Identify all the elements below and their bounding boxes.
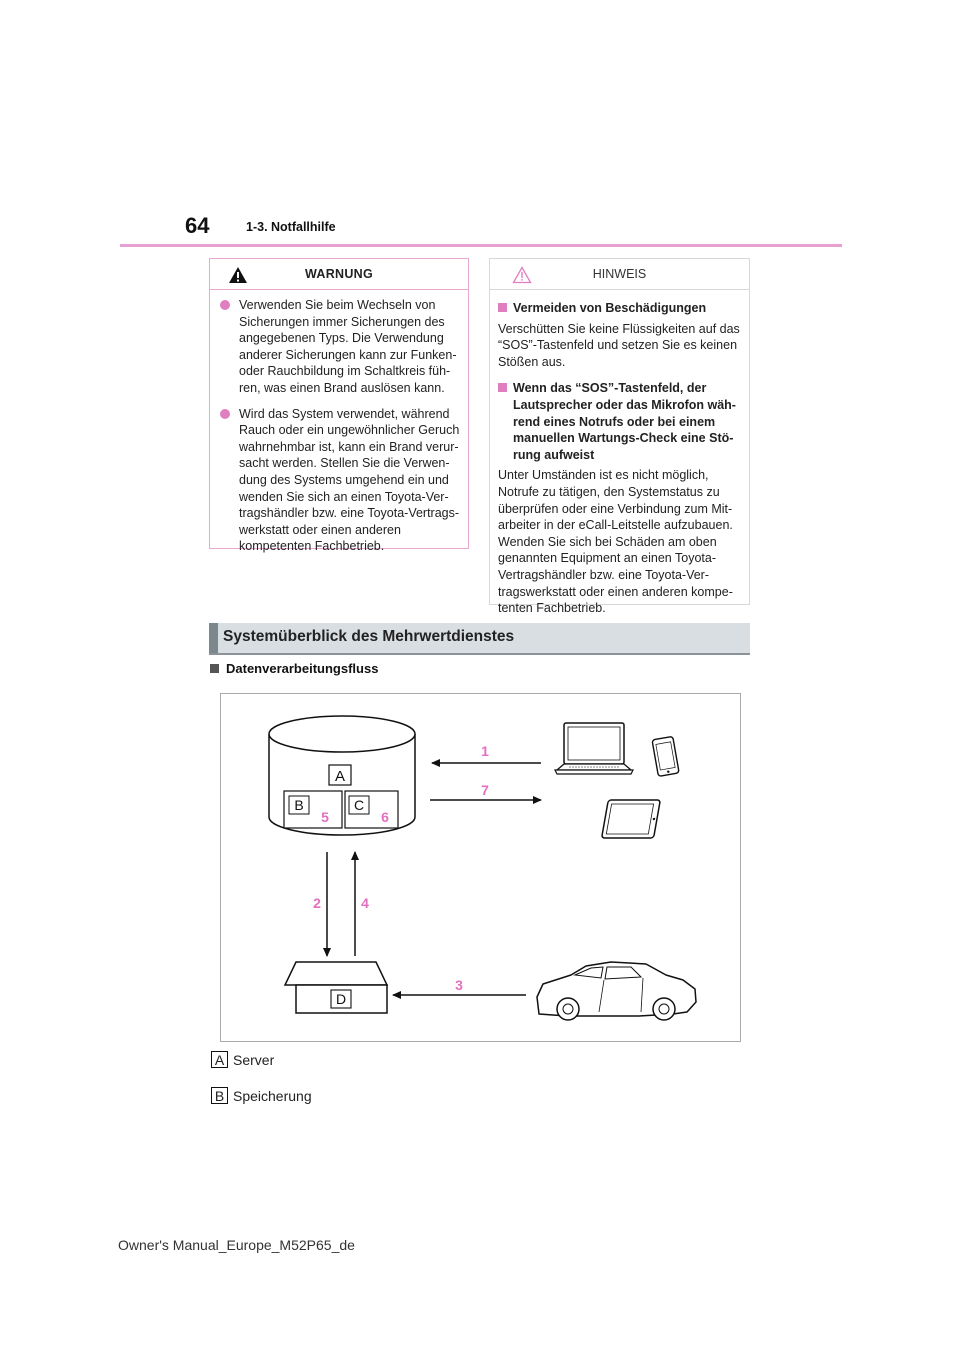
- section-subheading: [209, 623, 750, 655]
- note-subheading: Wenn das “SOS”-Tastenfeld, der Lautsprecher oder das Mikrofon wäh- rend eines Notrufs oder bei einem manuellen Wartungs-Check eine Stö- rung aufweist: [498, 380, 741, 463]
- step-6: 6: [381, 809, 389, 825]
- legend-label: Server: [233, 1051, 275, 1068]
- warning-text: Wird das System verwendet, während Rauch oder ein ungewöhnlicher Geruch wahrnehmbar ist, kann ein Brand verur- sacht werden. Stellen Sie die Verwen- dung des Systems umgehend ein und wenden Sie sich an einen Toyota-Ver- tragshändler bzw. eine Toyota-Vertrags- werkstatt oder einen anderen kompetenten Fachbetrieb.: [239, 406, 460, 554]
- square-bullet-icon: [498, 303, 507, 312]
- legend-item: [211, 1051, 274, 1068]
- label-c: C: [353, 797, 365, 813]
- subheading-text: Systemüberblick des Mehrwertdienstes: [223, 628, 515, 645]
- smartphone-icon: [652, 736, 679, 776]
- note-text: Verschütten Sie keine Flüssigkeiten auf das “SOS”-Tastenfeld und setzen Sie es keinen Stößen aus.: [498, 321, 740, 369]
- label-a: A: [334, 768, 346, 785]
- step-5: 5: [321, 809, 329, 825]
- section-title: 1-3. Notfallhilfe: [246, 220, 336, 234]
- square-bullet-icon: [498, 383, 507, 392]
- label-b: B: [294, 797, 304, 813]
- subheading-accent: [209, 623, 218, 653]
- step-4: 4: [361, 895, 369, 911]
- step-3: 3: [455, 977, 463, 993]
- warning-header: [210, 259, 468, 290]
- label-d: D: [335, 991, 347, 1007]
- laptop-icon: [555, 723, 633, 774]
- caution-triangle-icon: [512, 266, 532, 284]
- note-text: Unter Umständen ist es nicht möglich, Notrufe zu tätigen, den Systemstatus zu überprüfen oder eine Verbindung zum Mit- arbeiter in der eCall-Leitstelle aufzubauen. Wenden Sie sich bei Schäden am oben genannten Equipment an einen Toyota- Vertragshändler bzw. eine Toyota-Ver- tragswerkstatt oder einen anderen kompe- tenten Fachbetrieb.: [498, 468, 733, 616]
- note-header: [490, 259, 749, 290]
- step-2: 2: [313, 895, 321, 911]
- warning-box: [209, 258, 469, 554]
- page-number: 64: [185, 213, 210, 238]
- note-title: HINWEIS: [592, 267, 647, 281]
- warning-title: WARNUNG: [304, 267, 374, 281]
- header-rule: [120, 244, 842, 247]
- diagram-canvas: [221, 694, 740, 1041]
- data-flow-diagram: [220, 693, 741, 1042]
- legend-item: [211, 1087, 312, 1104]
- warning-item: [218, 406, 460, 555]
- legend-key: A: [211, 1051, 228, 1068]
- tablet-icon: [602, 800, 661, 838]
- footer-text: Owner's Manual_Europe_M52P65_de: [118, 1237, 355, 1253]
- square-bullet-icon: [210, 664, 219, 673]
- bullet-icon: [220, 409, 230, 419]
- step-7: 7: [481, 782, 489, 798]
- flow-heading: Datenverarbeitungsfluss: [210, 661, 378, 676]
- car-icon: [537, 962, 696, 1020]
- legend-label: Speicherung: [233, 1087, 312, 1104]
- note-box: [489, 258, 750, 616]
- note-subheading: Vermeiden von Beschädigungen: [498, 300, 741, 317]
- legend-key: B: [211, 1087, 228, 1104]
- bullet-icon: [220, 300, 230, 310]
- warning-text: Verwenden Sie beim Wechseln von Sicherungen immer Sicherungen des angegebenen Typs. Die Verwendung anderer Sicherungen kann zur Funken- oder Rauchbildung im Schaltkreis füh- ren, was einen Brand auslösen kann.: [239, 298, 457, 395]
- warning-triangle-icon: [228, 266, 248, 284]
- step-1: 1: [481, 743, 489, 759]
- warning-item: [218, 297, 460, 397]
